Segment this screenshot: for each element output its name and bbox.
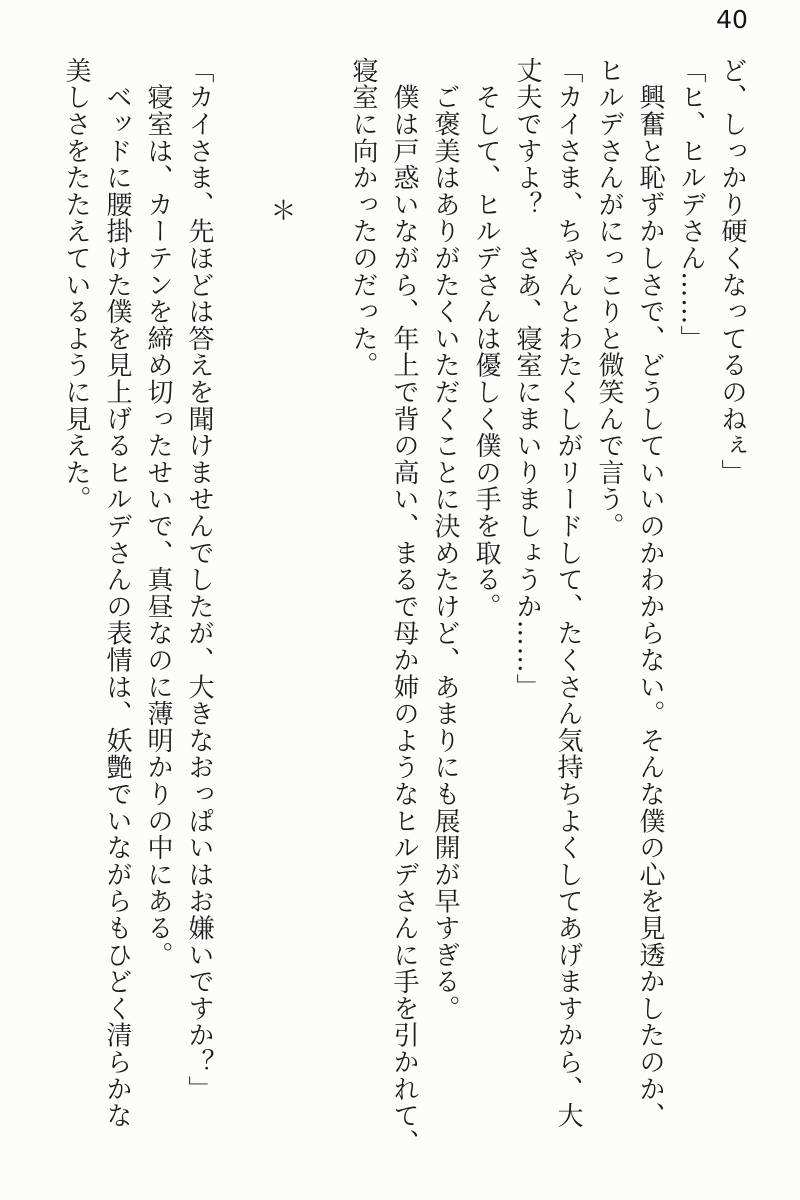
text-column: 「ヒ、ヒルデさん……」 (676, 57, 706, 352)
text-column: 「カイさま、ちゃんとわたくしがリードして、たくさん気持ちよくしてあげますから、大 (553, 57, 583, 1129)
page-text (55, 57, 752, 1182)
page-number: 40 (716, 5, 748, 34)
scene-break-separator: ＊ (266, 197, 296, 223)
text-column: ご褒美はありがたくいただくことに決めたけど、あまりにも展開が早すぎる。 (430, 57, 460, 1022)
text-column: 寝室に向かったのだった。 (348, 57, 378, 379)
text-column: 寝室は、カーテンを締め切ったせいで、真昼なのに薄明かりの中にある。 (143, 57, 173, 969)
text-column: ベッドに腰掛けた僕を見上げるヒルデさんの表情は、妖艶でいながらもひどく清らかな (102, 57, 132, 1129)
text-column: 美しさをたたえているように見えた。 (61, 57, 91, 513)
text-column: ど、しっかり硬くなってるのねぇ」 (717, 57, 747, 486)
text-column: 「カイさま、先ほどは答えを聞けませんでしたが、大きなおっぱいはお嫌いですか？」 (184, 57, 214, 1103)
text-column: 興奮と恥ずかしさで、どうしていいのかわからない。そんな僕の心を見透かしたのか、 (635, 57, 665, 1129)
text-column: そして、ヒルデさんは優しく僕の手を取る。 (471, 57, 501, 620)
text-column: ヒルデさんがにっこりと微笑んで言う。 (594, 57, 624, 540)
text-column: 丈夫ですよ？ さあ、寝室にまいりましょうか……」 (512, 57, 542, 701)
text-column: 僕は戸惑いながら、年上で背の高い、まるで母か姉のようなヒルデさんに手を引かれて、 (389, 57, 419, 1156)
